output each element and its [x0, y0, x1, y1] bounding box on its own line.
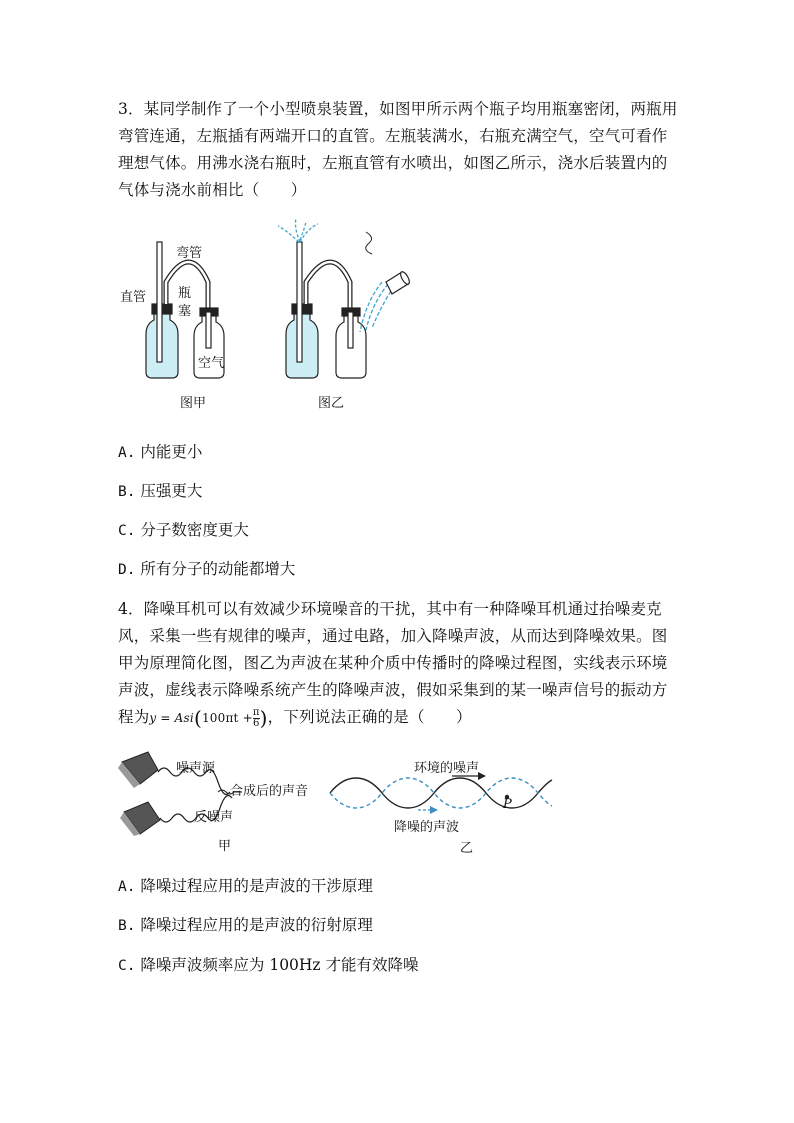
fountain-figure: [110, 212, 420, 412]
label-stopper-2: 塞: [178, 304, 192, 319]
option-key: D.: [118, 562, 136, 578]
q4-option-b[interactable]: [118, 915, 373, 936]
option-text: 所有分子的动能都增大: [140, 560, 296, 578]
denoise-wave: [330, 778, 552, 808]
label-bent-tube: 弯管: [176, 246, 203, 261]
q3-option-c[interactable]: [118, 520, 249, 541]
label-combined-sound: 合成后的声音: [230, 784, 309, 799]
caption-jia: 图甲: [180, 396, 207, 411]
q4-text-before: 4．降噪耳机可以有效减少环境噪音的干扰，其中有一种降噪耳机通过抬噪麦克风，采集一些有规律的噪声，通过电路，加入降噪声波，从而达到降噪效果。图甲为原理简化图，图乙为声波在某种介质中传播时的降噪过程图，实线表示环境声波，虚线表示降噪系统产生的降噪声波，假如采集到的某一噪声信号的振动方程为: [118, 600, 668, 726]
fraction-denominator: 6: [252, 717, 260, 729]
speaker-noise-source: [118, 752, 158, 788]
option-text: 分子数密度更大: [140, 521, 249, 539]
q3-option-b[interactable]: [118, 481, 202, 502]
formula-arg: 100πt +: [201, 710, 253, 725]
option-text: 压强更大: [140, 482, 203, 500]
caption-jia-4: 甲: [218, 839, 232, 854]
steam-curl: [366, 232, 372, 254]
label-environment-noise: 环境的噪声: [414, 761, 480, 776]
label-straight-tube: 直管: [120, 290, 147, 305]
denoise-arrow-head: [430, 806, 438, 814]
option-key: B.: [118, 484, 136, 500]
kettle-cup: [386, 270, 411, 294]
caption-yi: 图乙: [318, 396, 345, 411]
option-text: 降噪过程应用的是声波的衍射原理: [140, 916, 373, 934]
label-stopper-1: 瓶: [178, 286, 192, 301]
q4-option-c[interactable]: [118, 955, 419, 976]
formula-fraction: [253, 708, 260, 729]
water-spray: [278, 218, 318, 242]
label-point-p: P: [503, 797, 512, 812]
environment-arrow-head: [478, 772, 486, 780]
option-key: B.: [118, 918, 136, 934]
q3-option-a[interactable]: [118, 442, 202, 463]
formula-lhs: y = Asi: [149, 710, 194, 725]
q3-option-d[interactable]: [118, 559, 295, 580]
option-text: 降噪声波频率应为 100Hz 才能有效降噪: [140, 956, 419, 974]
option-key: C.: [118, 523, 136, 539]
option-text: 降噪过程应用的是声波的干涉原理: [140, 877, 373, 895]
label-noise-source: 噪声源: [176, 761, 216, 776]
speaker-anti-noise: [120, 802, 160, 836]
caption-yi-4: 乙: [460, 841, 474, 856]
label-denoise-wave: 降噪的声波: [394, 820, 460, 835]
right-bottle-yi: [336, 308, 366, 378]
environment-noise-wave: [330, 778, 552, 808]
label-anti-noise: 反噪声: [194, 810, 234, 825]
option-key: C.: [118, 958, 136, 974]
q4-text-after: ，下列说法正确的是（ ）: [267, 708, 472, 726]
question-3-stem: 3．某同学制作了一个小型喷泉装置，如图甲所示两个瓶子均用瓶塞密闭，两瓶用弯管连通，左瓶插有两端开口的直管。左瓶装满水，右瓶充满空气，空气可看作理想气体。用沸水浇右瓶时，左瓶直管有水喷出，如图乙所示，浇水后装置内的气体与浇水前相比（ ）: [118, 100, 678, 199]
question-4-stem: [118, 596, 678, 732]
option-key: A.: [118, 445, 136, 461]
option-key: A.: [118, 879, 136, 895]
option-text: 内能更小: [140, 443, 203, 461]
q4-option-a[interactable]: [118, 876, 373, 897]
label-air: 空气: [198, 356, 225, 371]
vibration-formula: y = Asi(100πt + $\frac{\pi}{6}$ ): [149, 705, 268, 730]
hot-water-stream: [360, 282, 394, 332]
fraction-numerator: π: [252, 706, 260, 718]
